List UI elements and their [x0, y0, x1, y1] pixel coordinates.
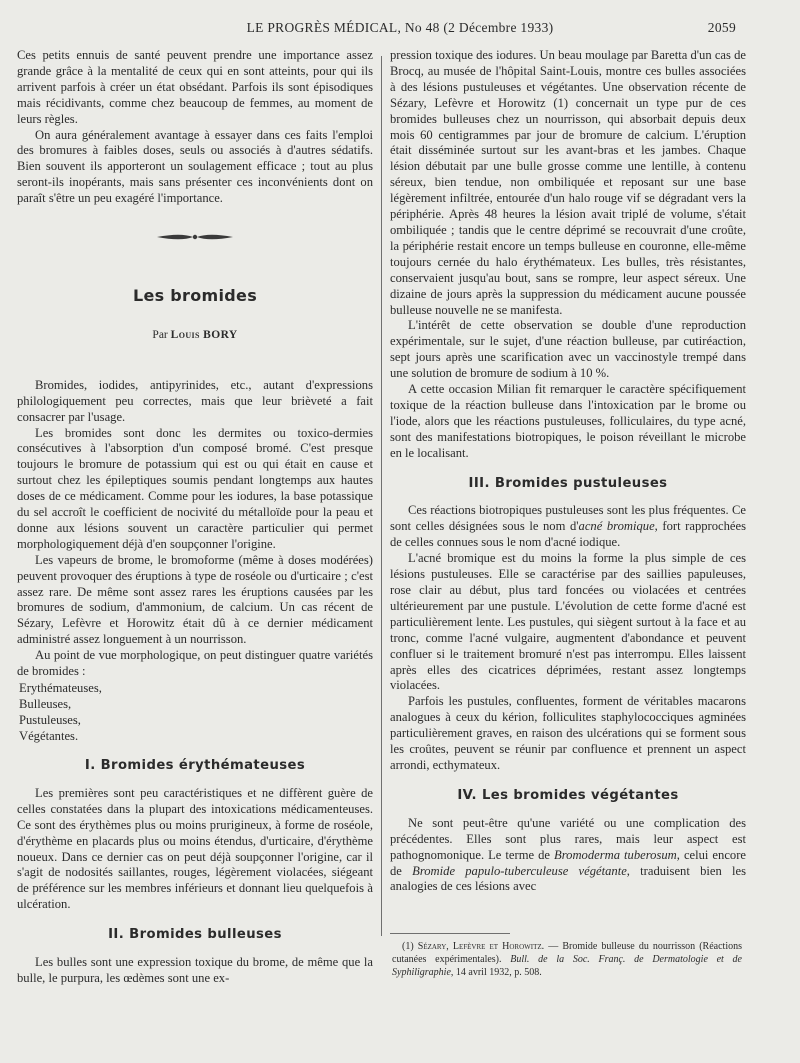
paragraph: Les bulles sont une expression toxique du brome, de même que la bulle, le purpura, les œdèmes sont une ex-	[17, 955, 373, 985]
right-column	[390, 48, 746, 895]
text-run: , traduisent bien les analogies de ces lésions avec	[390, 863, 746, 894]
paragraph	[390, 503, 746, 551]
column-divider	[381, 56, 382, 936]
paragraph	[390, 816, 746, 896]
paragraph: A cette occasion Milian fit remarquer le caractère spécifiquement toxique de la réaction bulleuse dans l'intoxication par le brome ou l'iode, alors que les réactions pustuleuses, folliculaires, du type acné, sont des manifestations biotropiques, le poison réveillant le microbe en le localisant.	[390, 382, 746, 460]
page-number: 2059	[707, 20, 736, 35]
paragraph: Au point de vue morphologique, on peut distinguer quatre variétés de bromides :	[17, 648, 373, 679]
text-run: Ne sont peut-être qu'une variété ou une complication des précédentes. Elles sont plus rares, mais leur aspect est pathognomonique. Le terme de	[390, 815, 746, 862]
italic-term: Bromide papulo-tuberculeuse végétante	[412, 863, 627, 878]
byline-author: Louis BORY	[170, 328, 238, 341]
text-run: , fort rapprochées de celles connues sous le nom d'acné iodique.	[390, 519, 746, 550]
footnote-journal: Bull. de la Soc. Franç. de Dermatologie et de Syphiligraphie	[392, 954, 742, 978]
section-heading: IV. Les bromides végétantes	[457, 787, 679, 803]
paragraph: Les vapeurs de brome, le bromoforme (même à doses modérées) peuvent provoquer des éruptions à type de roséole ou d'urticaire ; c'est assez rare. De même sont assez rares les éruptions causées par les bromures de sodium, d'ammonium, de calcium. Un cas récent de Sézary, Lefèvre et Horowitz était dû à ce dernier médicament administré assez longuement à un nourrisson.	[17, 552, 373, 647]
section-ornament	[17, 231, 373, 248]
left-column	[17, 48, 373, 987]
paragraph: On aura généralement avantage à essayer dans ces faits l'emploi des bromures à faibles doses, seuls ou associés à d'autres sédatifs. Bien souvent ils apporteront un soulagement efficace ; tout au plus seront-ils inopérants, mais sans présenter ces inconvénients dont on paraît s'être un peu exagéré l'importance.	[17, 127, 373, 206]
article-title: Les bromides	[132, 285, 258, 305]
section-heading: III. Bromides pustuleuses	[468, 475, 668, 491]
text-run: Ces réactions biotropiques pustuleuses sont les plus fréquentes. Ce sont celles désignées sous le nom d'	[390, 503, 746, 534]
italic-term: acné bromique	[578, 519, 655, 534]
paragraph: Bromides, iodides, antipyrinides, etc., autant d'expressions philologiquement peu correctes, mais que leur brièveté a fait consacrer par l'usage.	[17, 377, 373, 424]
list-item: Bulleuses,	[19, 697, 72, 711]
footnote-date: , 14 avril 1932, p. 508.	[450, 967, 542, 978]
paragraph: Les premières sont peu caractéristiques et ne diffèrent guère de celles constatées dans la plupart des intoxications médicamenteuses. Ce sont des érythèmes plus ou moins prurigineux, à forme de roséole, d'érythème en placards plus ou moins étendus, d'urticaire, d'érythème noueux. Dans ce dernier cas on peut déjà soupçonner l'origine, car il s'agit de nodosités saillantes, rouges, légèrement violacées, siégeant de préférence sur les membres inférieurs et donnant lieu quelquefois à ulcération.	[17, 785, 373, 912]
list-item: Erythémateuses,	[19, 681, 102, 695]
byline-prefix: Par	[152, 328, 168, 341]
paragraph: L'acné bromique est du moins la forme la plus simple de ces lésions pustuleuses. Elle se caractérise par des saillies papuleuses, rose clair au début, plus tard foncées ou violacées et centrées ultérieurement par une pustule. L'évolution de cette forme d'acné est particulièrement lente. Les pustules, qui siègent surtout à la face et au tronc, comme l'acné vulgaire, augmentent d'abondance et peuvent confluer si le traitement bromuré n'est pas interrompu. Elles laissent après elles des cicatrices déprimées, restant assez longtemps violacées.	[390, 551, 746, 693]
running-header	[0, 12, 800, 38]
variety-list	[17, 680, 373, 744]
italic-term: Bromoderma tuberosum	[554, 847, 677, 862]
byline	[17, 328, 373, 344]
paragraph: Ces petits ennuis de santé peuvent prendre une importance assez grande grâce à la mentalité de ceux qui en sont atteints, pour qui ils arrivent parfois à créer un état obsédant. Parfois ils sont épisodiques mais récidivants, comme chez beaucoup de femmes, au moment de leurs règles.	[17, 48, 373, 126]
paragraph: pression toxique des iodures. Un beau moulage par Baretta d'un cas de Brocq, au musée de l'hôpital Saint-Louis, montre ces bulles associées à des lésions pustuleuses et végétantes. Une observation récente de Sézary, Lefèvre et Horowitz (1) concernait un type pur de ces bromides bulleuses chez un nourrisson, qui absorbait depuis deux mois 60 centigrammes par jour de bromure de calcium. L'éruption était disséminée surtout sur les avant-bras et les jambes. Chaque lésion débutait par une bulle grosse comme une lentille, à contenu séreux, bien tendue, non ombiliquée et reposant sur une base légèrement infiltrée, entourée d'un halo rouge vif se dégradant vers la périphérie. Après 48 heures la lésion avait triplé de volume, s'était ombiliquée ; tandis que le centre déprimé se recouvrait d'une croûte, la périphérie restait encore un temps bulleuse en couronne, elle-même toujours cernée du halo érythémateux. Les bulles, très résistantes, conservaient jusqu'au bout, sans se rompre, leur aspect séreux. Une dizaine de jours après la suppression du médicament aucune poussée bulleuse nouvelle ne se manifesta.	[390, 48, 746, 317]
paragraph: Les bromides sont donc les dermites ou toxico-dermies consécutives à l'absorption d'un composé bromé. C'est presque toujours le bromure de potassium qui est ou qui était en cause et surtout chez les épileptiques soumis pendant longtemps aux hautes doses de ce médicament. Comme pour les iodures, la base potassique du sel accroît le coefficient de nocivité du métalloïde pour la peau et donne aux lésions souvent un caractère particulier qui permet morphologiquement déjà d'en soupçonner l'origine.	[17, 425, 373, 551]
list-item: Pustuleuses,	[19, 713, 81, 727]
footnote-text: — Bromide bulleuse du nourrisson (Réactions cutanées expérimentales).	[392, 941, 742, 965]
footnote-authors: Sézary, Lefèvre et Horowitz.	[417, 941, 545, 952]
paragraph: L'intérêt de cette observation se double d'une reproduction expérimentale, sur le sujet, d'une réaction bulleuse, par cutiréaction, sept jours après une scarification avec un vaccinostyle trempé dans une solution de bromure de sodium à 10 %.	[390, 318, 746, 381]
footnote-marker: (1)	[402, 941, 414, 952]
text-run: , celui encore de	[390, 847, 746, 878]
paragraph: Parfois les pustules, confluentes, forment de véritables macarons analogues à ceux du kérion, folliculites staphylococciques agminées particulièrement graves, en raison des ulcérations qui se forment sous les croûtes, peuvent se réunir par confluence et prennent un aspect arrondi, ecthymateux.	[390, 694, 746, 772]
footnote	[392, 940, 742, 979]
section-heading: II. Bromides bulleuses	[108, 927, 282, 943]
running-title: LE PROGRÈS MÉDICAL, No 48 (2 Décembre 1933)	[246, 20, 554, 35]
section-heading: I. Bromides érythémateuses	[84, 758, 306, 773]
footnote-rule	[390, 933, 510, 934]
list-item: Végétantes.	[19, 729, 79, 743]
ornament-divider-icon	[155, 231, 235, 243]
